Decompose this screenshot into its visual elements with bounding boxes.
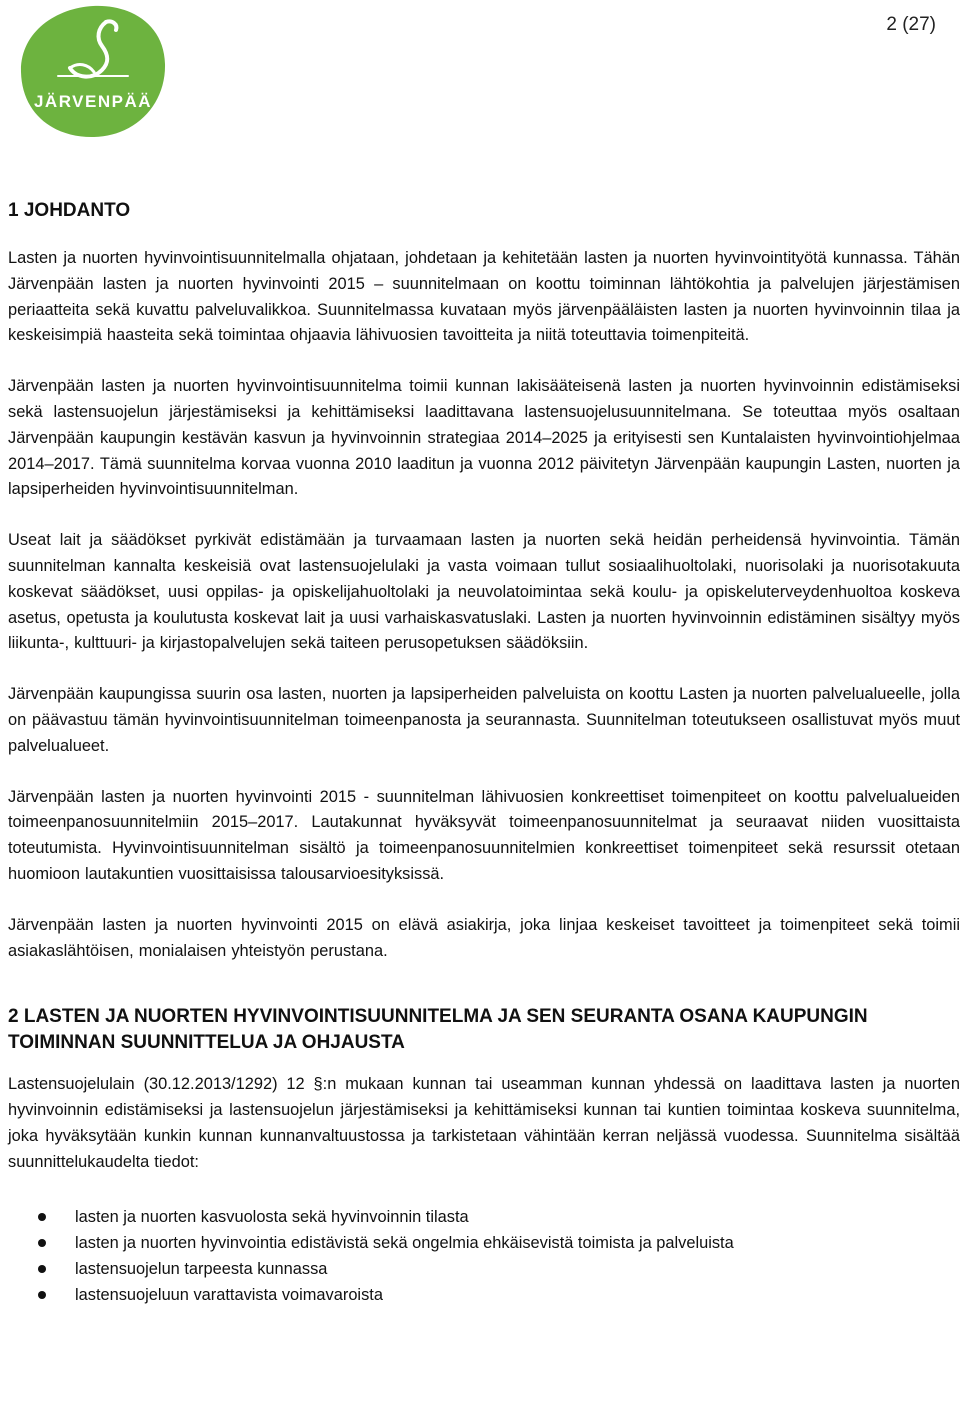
- list-item: lastensuojeluun varattavista voimavaroista: [8, 1282, 960, 1308]
- list-item: lasten ja nuorten hyvinvointia edistävistä sekä ongelmia ehkäisevistä toimista ja palveluista: [8, 1230, 960, 1256]
- paragraph: Järvenpään lasten ja nuorten hyvinvointisuunnitelma toimii kunnan lakisääteisenä lasten ja nuorten hyvinvoinnin edistämiseksi sekä lastensuojelun järjestämiseksi ja kehittämiseksi laadittavana lastensuojelusuunnitelmana. Se toteuttaa myös osaltaan Järvenpään kaupungin kestävän kasvun ja hyvinvoinnin strategiaa 2014–2025 ja erityisesti sen Kuntalaisten hyvinvointiohjelmaa 2014–2017. Tämä suunnitelma korvaa vuonna 2010 laaditun ja vuonna 2012 päivitetyn Järvenpään kaupungin Lasten, nuorten ja lapsiperheiden hyvinvointisuunnitelman.: [8, 377, 960, 499]
- paragraph: Lastensuojelulain (30.12.2013/1292) 12 §:n mukaan kunnan tai useamman kunnan yhdessä on laadittava lasten ja nuorten hyvinvoinnin edistämiseksi ja lastensuojelun järjestämiseksi ja kehittämiseksi kunnan tai kuntien toimintaa koskeva suunnitelma, joka hyväksytään kunkin kunnan kunnanvaltuustossa ja tarkistetaan vähintään kerran neljässä vuodessa. Suunnitelma sisältää suunnittelukaudelta tiedot:: [8, 1075, 960, 1171]
- bullet-list: [8, 1204, 960, 1308]
- list-item: lastensuojelun tarpeesta kunnassa: [8, 1256, 960, 1282]
- section-2-heading: 2 LASTEN JA NUORTEN HYVINVOINTISUUNNITELMA JA SEN SEURANTA OSANA KAUPUNGIN TOIMINNAN SUUNNITTELUA JA OHJAUSTA: [8, 1006, 868, 1054]
- logo-blob-icon: [18, 2, 168, 140]
- document-body: [8, 200, 960, 1308]
- paragraph: Järvenpään lasten ja nuorten hyvinvointi 2015 on elävä asiakirja, joka linjaa keskeiset tavoitteet ja toimenpiteet sekä toimii asiakaslähtöisen, monialaisen yhteistyön perustana.: [8, 915, 960, 960]
- section-1-heading: 1 JOHDANTO: [8, 200, 131, 221]
- page-number: 2 (27): [886, 14, 936, 35]
- list-item: lasten ja nuorten kasvuolosta sekä hyvinvoinnin tilasta: [8, 1204, 960, 1230]
- logo-wordmark: JÄRVENPÄÄ: [33, 92, 153, 111]
- paragraph: Järvenpään lasten ja nuorten hyvinvointi 2015 - suunnitelman lähivuosien konkreettiset toimenpiteet on koottu palvelualueiden toimeenpanosuunnitelmiin 2015–2017. Lautakunnat hyväksyvät toimeenpanosuunnitelmat ja seuraavat niiden vuosittaista toteutumista. Hyvinvointisuunnitelman sisältö ja toimeenpanosuunnitelmien konkreettiset toimenpiteet sekä resurssit otetaan huomioon lautakuntien vuosittaisissa talousarvioesityksissä.: [8, 787, 960, 883]
- paragraph: Useat lait ja säädökset pyrkivät edistämään ja turvaamaan lasten ja nuorten sekä heidän perheidensä hyvinvointia. Tämän suunnitelman kannalta keskeisiä ovat lastensuojelulaki ja vasta voimaan tullut sosiaalihuoltolaki, nuorisolaki ja nuorisotakuuta koskevat säädökset, uusi oppilas- ja opiskelijahuoltolaki ja neuvolatoimintaa sekä koulu- ja opiskeluterveydenhuoltoa koskeva asetus, opetusta ja koulutusta koskevat lait ja uusi varhaiskasvatuslaki. Lasten ja nuorten hyvinvoinnin edistäminen sisältyy myös liikunta-, kulttuuri- ja kirjastopalvelujen sekä taiteen perusopetuksen säädöksiin.: [8, 531, 960, 653]
- paragraph: Järvenpään kaupungissa suurin osa lasten, nuorten ja lapsiperheiden palveluista on koottu Lasten ja nuorten palvelualueelle, jolla on päävastuu tämän hyvinvointisuunnitelman toimeenpanosta ja seurannasta. Suunnitelman toteutukseen osallistuvat myös muut palvelualueet.: [8, 685, 960, 755]
- jarvenpaa-logo: [18, 2, 168, 140]
- paragraph: Lasten ja nuorten hyvinvointisuunnitelmalla ohjataan, johdetaan ja kehitetään lasten ja nuorten hyvinvointityötä kunnassa. Tähän Järvenpään lasten ja nuorten hyvinvointi 2015 – suunnitelmaan on koottu toiminnan lähtökohtia ja palvelujen järjestämisen periaatteita sekä kuvattu palveluvalikkoa. Suunnitelmassa kuvataan myös järvenpääläisten lasten ja nuorten hyvinvoinnin tilaa ja keskeisimpiä haasteita sekä toimintaa ohjaavia lähivuosien tavoitteita ja niitä toteuttavia toimenpiteitä.: [8, 249, 960, 345]
